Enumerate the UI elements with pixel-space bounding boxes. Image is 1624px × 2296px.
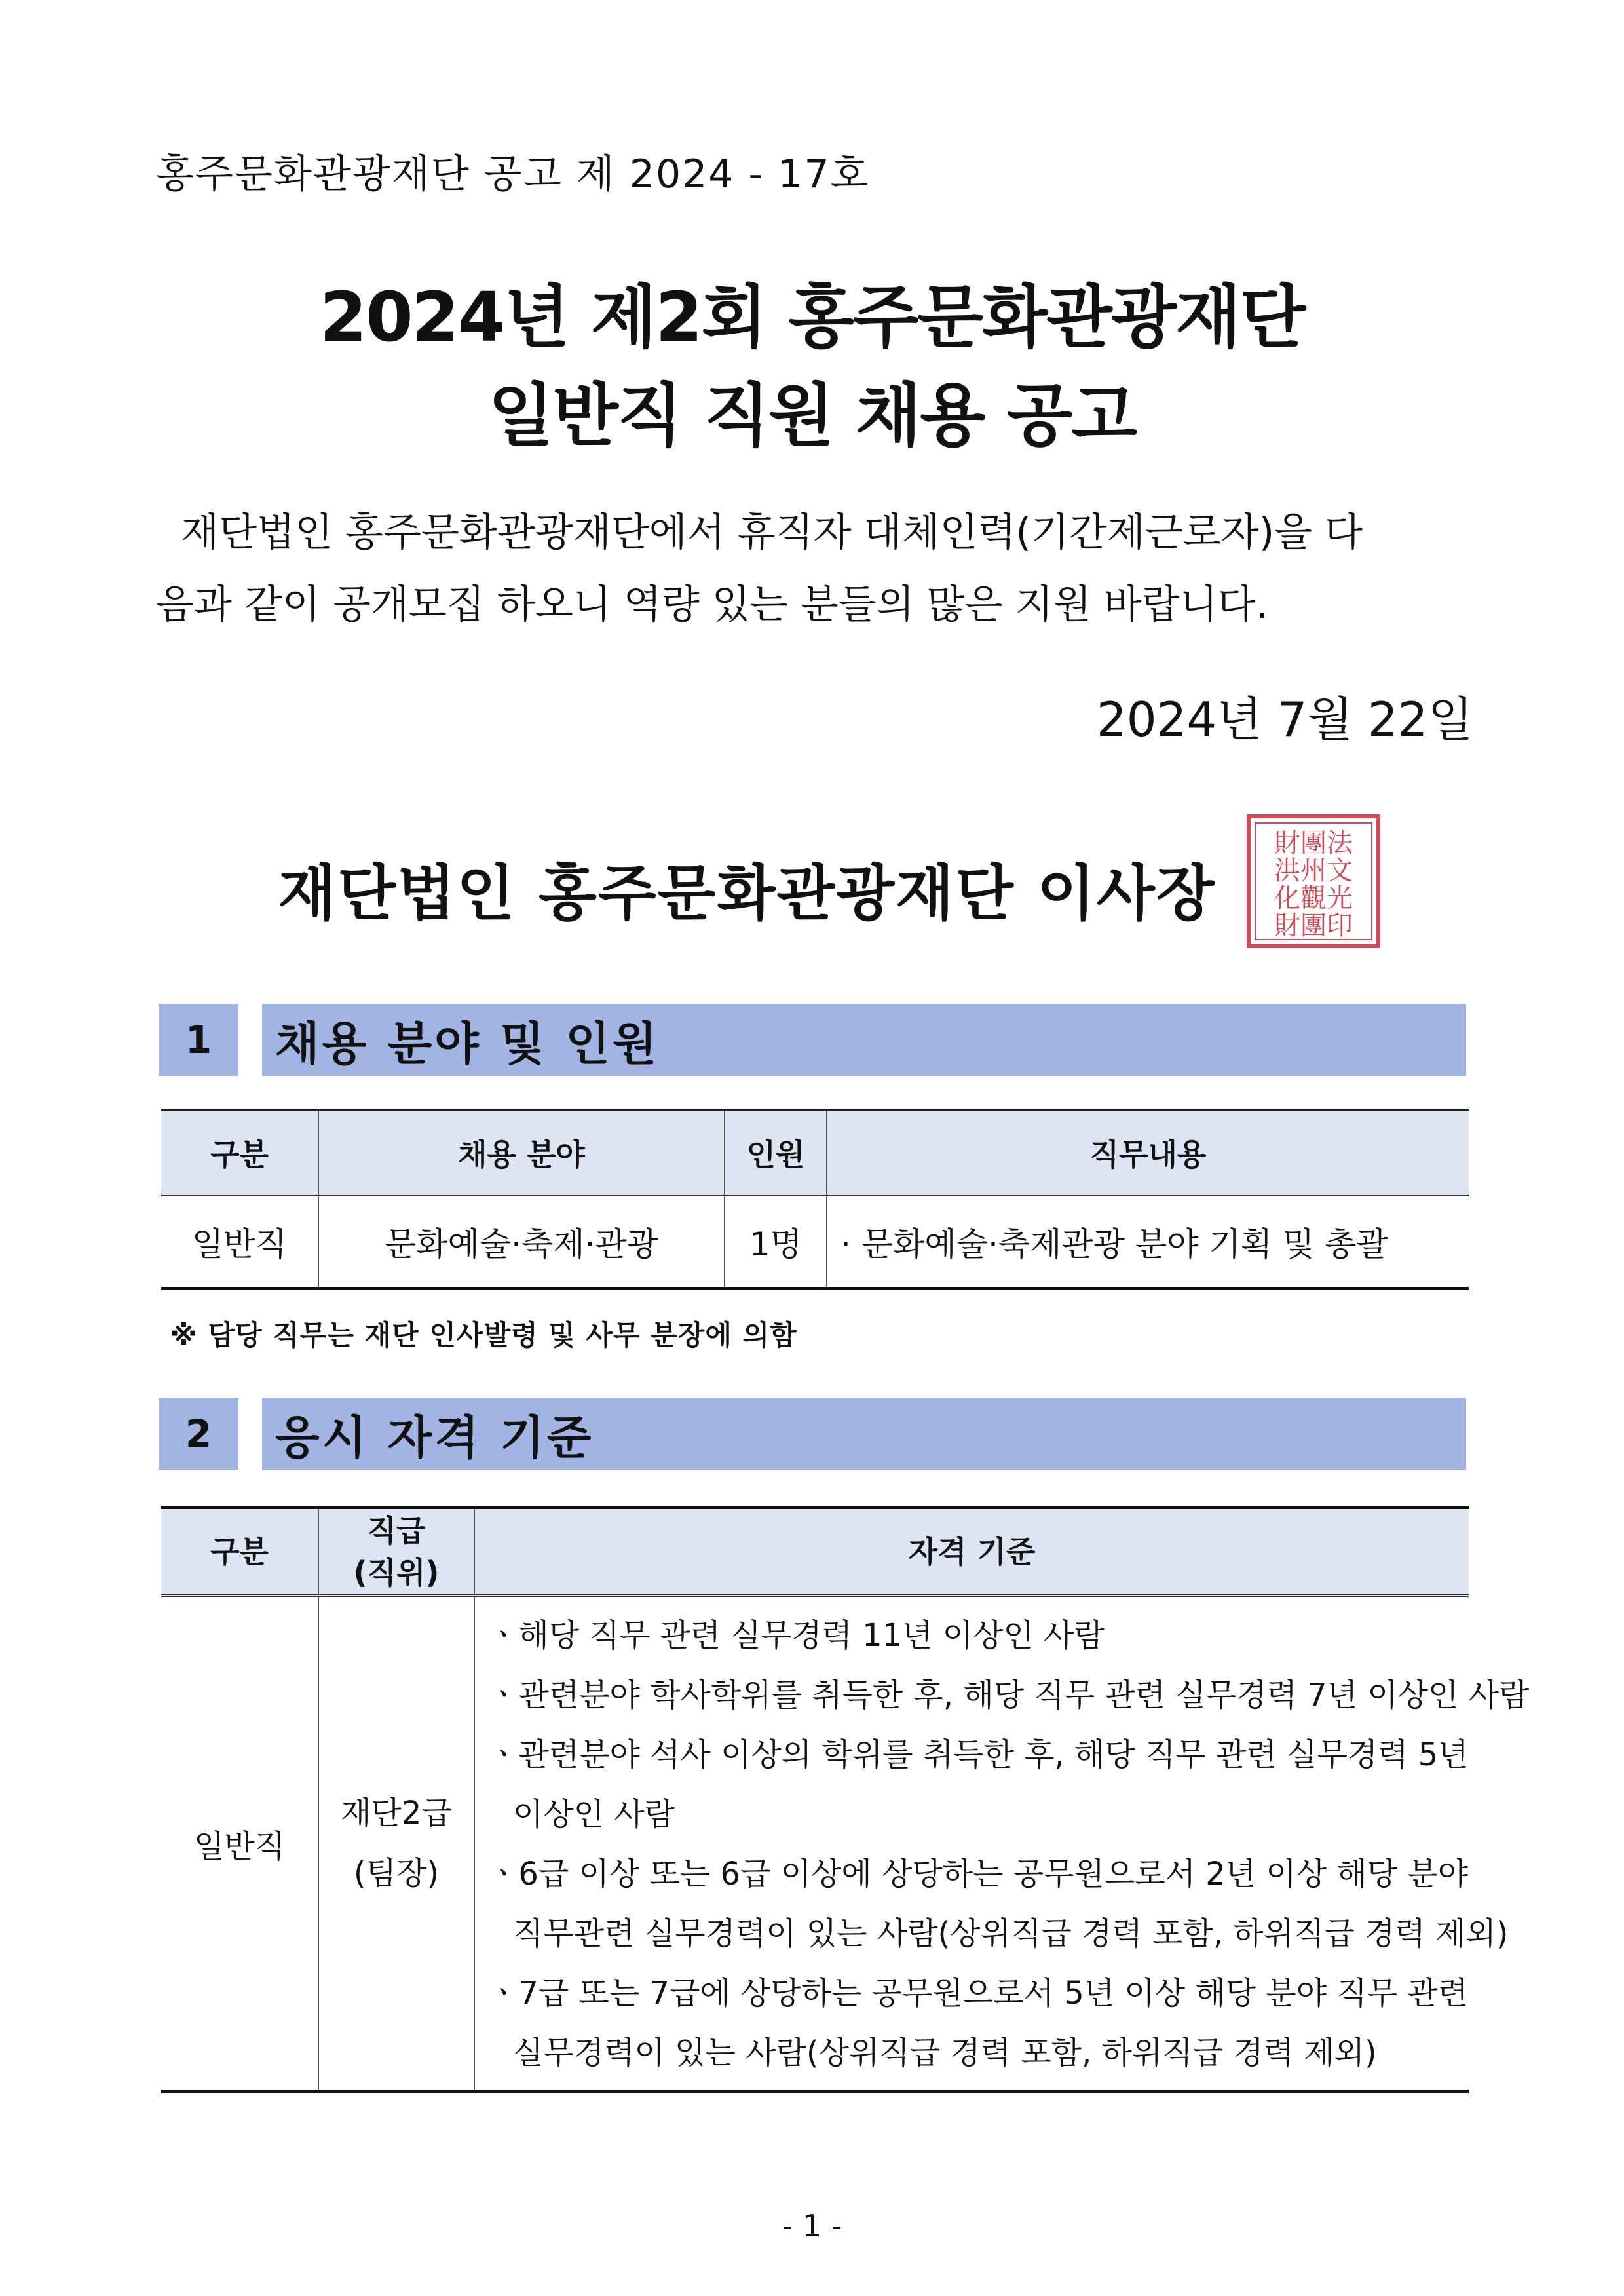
official-seal-icon: [1245, 813, 1382, 950]
cell-category: 일반직: [193, 1827, 286, 1865]
table-header-row: [161, 1110, 1469, 1196]
cell-grade-line1: 재단2급: [341, 1795, 452, 1831]
cell-category: 일반직: [192, 1225, 287, 1263]
criteria-line: 실무경력이 있는 사람(상위직급 경력 포함, 하위직급 경력 제외): [513, 2035, 1377, 2071]
seal-glyph: 財團法: [1274, 828, 1353, 858]
qualification-table: [161, 1506, 1530, 2093]
criteria-line: ㆍ관련분야 학사학위를 취득한 후, 해당 직무 관련 실무경력 7년 이상인 사람: [488, 1677, 1530, 1713]
notice-number: 홍주문화관광재단 공고 제 2024 - 17호: [156, 151, 870, 197]
section1-number: 1: [159, 1004, 238, 1076]
cell-grade-line2: (팀장): [353, 1855, 440, 1892]
table-row: [161, 1596, 1469, 2092]
intro-line1: 재단법인 홍주문화관광재단에서 휴직자 대체인력(기간제근로자)을 다: [156, 510, 1363, 556]
header-criteria: 자격 기준: [474, 1508, 1469, 1596]
table-row: [161, 1196, 1469, 1289]
seal-glyph: 財團印: [1274, 911, 1353, 941]
criteria-line: ㆍ해당 직무 관련 실무경력 11년 이상인 사람: [488, 1617, 1105, 1654]
section2-number: 2: [159, 1398, 238, 1470]
criteria-line: ㆍ6급 이상 또는 6급 이상에 상당하는 공무원으로서 2년 이상 해당 분야: [488, 1856, 1469, 1892]
section1-footnote: ※ 담당 직무는 재단 인사발령 및 사무 분장에 의함: [170, 1319, 797, 1351]
seal-glyph: 洪州文: [1274, 856, 1353, 886]
criteria-line: ㆍ7급 또는 7급에 상당하는 공무원으로서 5년 이상 해당 분야 직무 관련: [488, 1975, 1469, 2012]
page-title-line1: 2024년 제2회 홍주문화관광재단: [319, 277, 1305, 357]
criteria-line: 직무관련 실무경력이 있는 사람(상위직급 경력 포함, 하위직급 경력 제외): [513, 1915, 1509, 1952]
header-duties: 직무내용: [827, 1110, 1469, 1196]
seal-glyph: 化觀光: [1274, 883, 1353, 913]
table-header-row: [161, 1508, 1469, 1596]
header-category: 구분: [161, 1508, 318, 1596]
intro-line2: 음과 같이 공개모집 하오니 역량 있는 분들의 많은 지원 바랍니다.: [156, 582, 1268, 628]
section2-title: 응시 자격 기준: [262, 1398, 1466, 1470]
header-grade-line1: 직급: [367, 1513, 426, 1548]
page-title-line2: 일반직 직원 채용 공고: [488, 375, 1136, 455]
page-number: - 1 -: [782, 2208, 842, 2244]
notice-date: 2024년 7월 22일: [1096, 692, 1473, 747]
cell-grade: [318, 1596, 474, 2092]
header-category: 구분: [161, 1110, 318, 1196]
criteria-line: 이상인 사람: [513, 1796, 675, 1833]
cell-field: 문화예술·축제·관광: [318, 1196, 725, 1289]
cell-criteria: [474, 1596, 1530, 2092]
header-grade: [318, 1508, 474, 1596]
issuer-name: 재단법인 홍주문화관광재단 이사장: [278, 858, 1216, 928]
header-grade-line2: (직위): [353, 1555, 440, 1590]
cell-headcount: 1명: [725, 1196, 827, 1289]
header-field: 채용 분야: [318, 1110, 725, 1196]
criteria-line: ㆍ관련분야 석사 이상의 학위를 취득한 후, 해당 직무 관련 실무경력 5년: [488, 1736, 1469, 1773]
recruitment-table: [161, 1109, 1469, 1290]
header-headcount: 인원: [725, 1110, 827, 1196]
section1-title: 채용 분야 및 인원: [262, 1004, 1466, 1076]
cell-duties: · 문화예술·축제관광 분야 기획 및 총괄: [827, 1196, 1469, 1289]
